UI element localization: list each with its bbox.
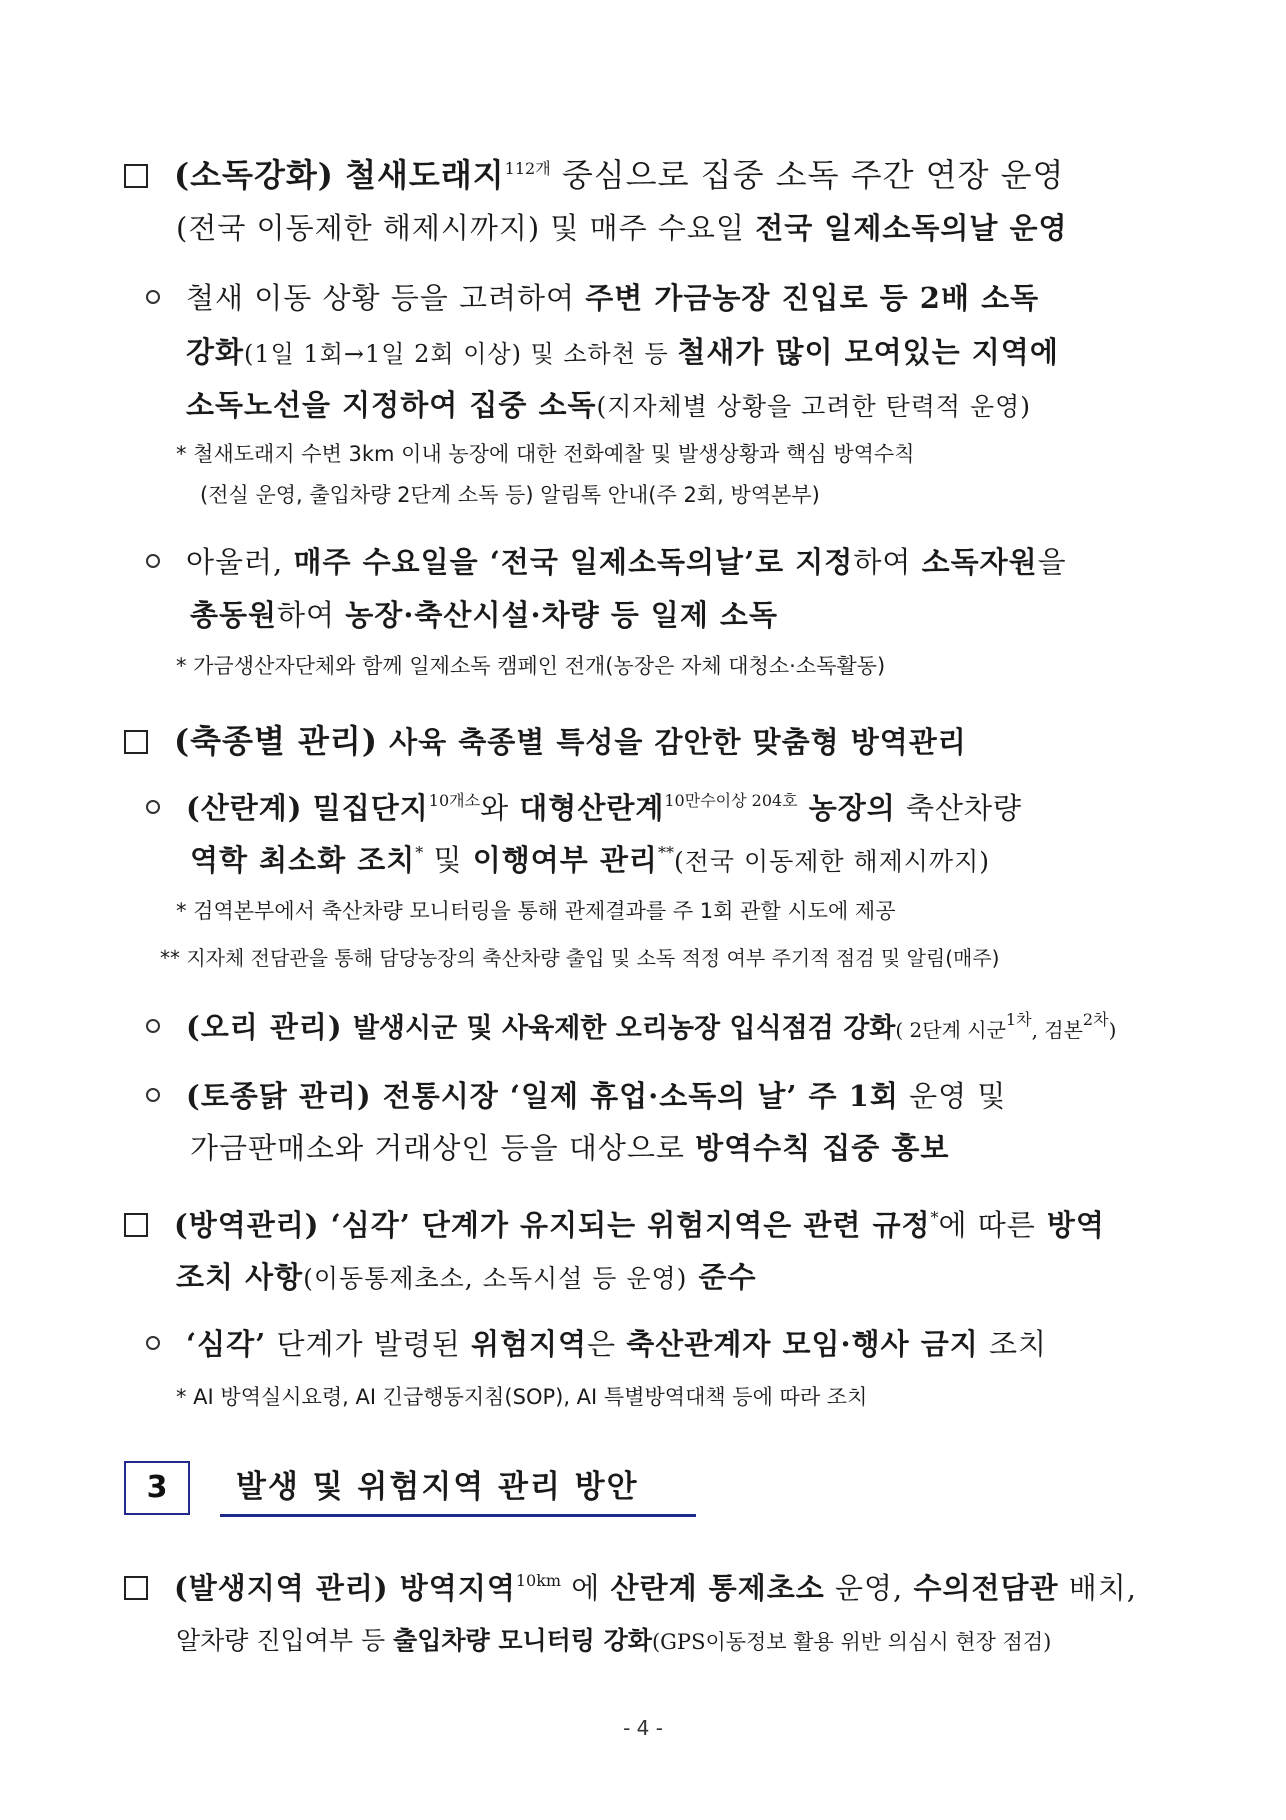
item-label: (발생지역 관리): [174, 1571, 389, 1605]
s2-b3-line2: [190, 1126, 949, 1167]
text: (전국 이동제한 해제시까지): [673, 847, 990, 876]
text: (전국 이동제한 해제시까지) 및 매주 수요일: [176, 211, 756, 245]
text: 하여: [853, 545, 922, 579]
s1-b1-line3: [186, 383, 1031, 424]
bullet-circle-icon: [146, 554, 160, 568]
text: 사육 축종별 특성을 감안한 맞춤형 방역관리: [377, 725, 967, 759]
text: 강화: [186, 335, 245, 369]
s1-b2-line2: [190, 593, 778, 634]
s2-line1: [124, 716, 967, 762]
text: 출입차량 모니터링 강화: [393, 1626, 652, 1655]
text: 철새가 많이 모여있는 지역에: [677, 335, 1059, 369]
text: 매주 수요일을 ‘전국 일제소독의날’로 지정: [293, 545, 854, 579]
item-label: (오리 관리): [186, 1010, 343, 1044]
section-title: 발생 및 위험지역 관리 방안: [220, 1461, 696, 1517]
superscript: 112개: [504, 159, 551, 178]
s2-b1-line1: [146, 786, 1022, 827]
text: 총동원: [190, 598, 278, 632]
item-label: (소독강화): [174, 156, 334, 194]
s3-line2: [176, 1255, 757, 1296]
text: 조치: [978, 1327, 1047, 1361]
text: 아울러,: [186, 545, 294, 579]
s3-note1: * AI 방역실시요령, AI 긴급행동지침(SOP), AI 특별방역대책 등에 따라 조치: [176, 1385, 868, 1409]
text: 알차량 진입여부 등: [176, 1626, 394, 1655]
s4-line1: [124, 1566, 1137, 1607]
text: 위험지역: [470, 1327, 588, 1361]
superscript: 10km: [515, 1571, 562, 1590]
s3-b1-line: [146, 1322, 1047, 1363]
text: 이행여부 관리: [472, 843, 658, 877]
text: (지자체별 상황을 고려한 탄력적 운영): [596, 392, 1032, 421]
s2-b3-line1: [146, 1074, 1006, 1115]
s1-b2-note1: * 가금생산자단체와 함께 일제소독 캠페인 전개(농장은 자체 대청소·소독활동): [176, 654, 886, 678]
bullet-circle-icon: [146, 290, 160, 304]
item-label: (산란계): [186, 791, 303, 825]
checkbox-square-icon: [124, 1213, 148, 1237]
text: 에 따른: [938, 1208, 1036, 1242]
text: 대형산란계: [519, 791, 665, 825]
bullet-circle-icon: [146, 1088, 160, 1102]
superscript: 1차: [1005, 1010, 1032, 1029]
text: 산란계 통제초소: [610, 1571, 825, 1605]
s2-b1-note2: ** 지자체 전담관을 통해 담당농장의 축산차량 출입 및 소독 적정 여부 주기적 점검 및 알림(매주): [160, 946, 1000, 970]
checkbox-square-icon: [124, 730, 148, 754]
text: 와: [480, 791, 520, 825]
item-label: (방역관리): [174, 1208, 320, 1242]
text: 농장·축산시설·차량 등 일제 소독: [345, 598, 778, 632]
bullet-circle-icon: [146, 800, 160, 814]
text: 운영,: [824, 1571, 914, 1605]
text: 주변 가금농장 진입로 등 2배 소독: [585, 281, 1040, 315]
s1-b1-line2: [186, 330, 1059, 371]
s1-b1-line1: [146, 276, 1039, 317]
text: ‘심각’ 단계가 유지되는 위험지역은 관련 규정: [319, 1208, 931, 1242]
text: (1일 1회→1일 2회 이상) 및 소하천 등: [244, 340, 678, 368]
text: 철새도래지: [345, 156, 505, 194]
bullet-circle-icon: [146, 1019, 160, 1033]
text: 역학 최소화 조치: [190, 843, 416, 877]
text: 가금판매소와 거래상인 등을 대상으로: [190, 1131, 696, 1165]
text: 축산관계자 모임·행사 금지: [626, 1327, 979, 1361]
text: 수의전담관: [913, 1571, 1059, 1605]
s3-line1: [124, 1203, 1105, 1244]
item-label: (축종별 관리): [174, 722, 378, 760]
s2-b1-line2: [190, 838, 990, 879]
text: 단계가 발령된: [266, 1327, 471, 1361]
text: 준수: [687, 1260, 757, 1294]
text: (이동통제초소, 소독시설 등 운영): [303, 1264, 688, 1293]
page-number: - 4 -: [623, 1716, 663, 1740]
superscript: **: [657, 843, 674, 862]
s2-b1-note1: * 검역본부에서 축산차량 모니터링을 통해 관제결과를 주 1회 관할 시도에 제공: [176, 899, 896, 923]
superscript: 10개소: [428, 791, 481, 810]
section-number: 3: [124, 1461, 190, 1515]
s4-line2: [176, 1621, 1051, 1657]
text: , 검본: [1031, 1018, 1083, 1042]
text: 중심으로 집중 소독 주간 연장 운영: [550, 156, 1065, 194]
text: 및: [423, 843, 473, 877]
text: 밀집단지: [312, 791, 429, 825]
text: 은: [587, 1327, 627, 1361]
s1-line2: [176, 206, 1068, 247]
text: 조치 사항: [176, 1260, 304, 1294]
s1-line1: [124, 150, 1064, 196]
item-label: (토종닭 관리): [186, 1079, 372, 1113]
text: 농장의: [797, 791, 896, 825]
superscript: 10만수이상 204호: [664, 791, 798, 810]
text: 전통시장 ‘일제 휴업·소독의 날’ 주 1회: [371, 1079, 899, 1113]
text: 하여: [277, 598, 346, 632]
text: 철새 이동 상황 등을 고려하여: [186, 281, 586, 315]
text: (GPS이동정보 활용 위반 의심시 현장 점검): [651, 1630, 1052, 1654]
text: 배치,: [1058, 1571, 1137, 1605]
text: 소독자원: [921, 545, 1038, 579]
text: 에: [561, 1571, 611, 1605]
text: 전국 일제소독의날 운영: [755, 211, 1068, 245]
s2-b2-line: [146, 1005, 1117, 1046]
bullet-circle-icon: [146, 1336, 160, 1350]
text: ): [1108, 1018, 1118, 1042]
superscript: *: [930, 1208, 939, 1227]
text: 소독노선을 지정하여 집중 소독: [186, 388, 597, 422]
text: 방역지역: [399, 1571, 516, 1605]
text: 운영 및: [898, 1079, 1007, 1113]
s1-b1-note2: (전실 운영, 출입차량 2단계 소독 등) 알림톡 안내(주 2회, 방역본부): [200, 483, 820, 507]
checkbox-square-icon: [124, 1576, 148, 1600]
text: 방역수칙 집중 홍보: [695, 1131, 950, 1165]
s1-b1-note1: * 철새도래지 수변 3km 이내 농장에 대한 전화예찰 및 발생상황과 핵심 방역수칙: [176, 442, 915, 466]
text: 축산차량: [895, 791, 1023, 825]
text: ( 2단계 시군: [895, 1018, 1006, 1042]
text: ‘심각’: [186, 1327, 267, 1361]
superscript: 2차: [1082, 1010, 1109, 1029]
checkbox-square-icon: [124, 164, 148, 188]
text: 방역: [1035, 1208, 1105, 1242]
text: 발생시군 및 사육제한 오리농장 입식점검 강화: [352, 1013, 896, 1044]
s1-b2-line1: [146, 540, 1067, 581]
text: 을: [1037, 545, 1067, 579]
superscript: *: [415, 843, 424, 862]
